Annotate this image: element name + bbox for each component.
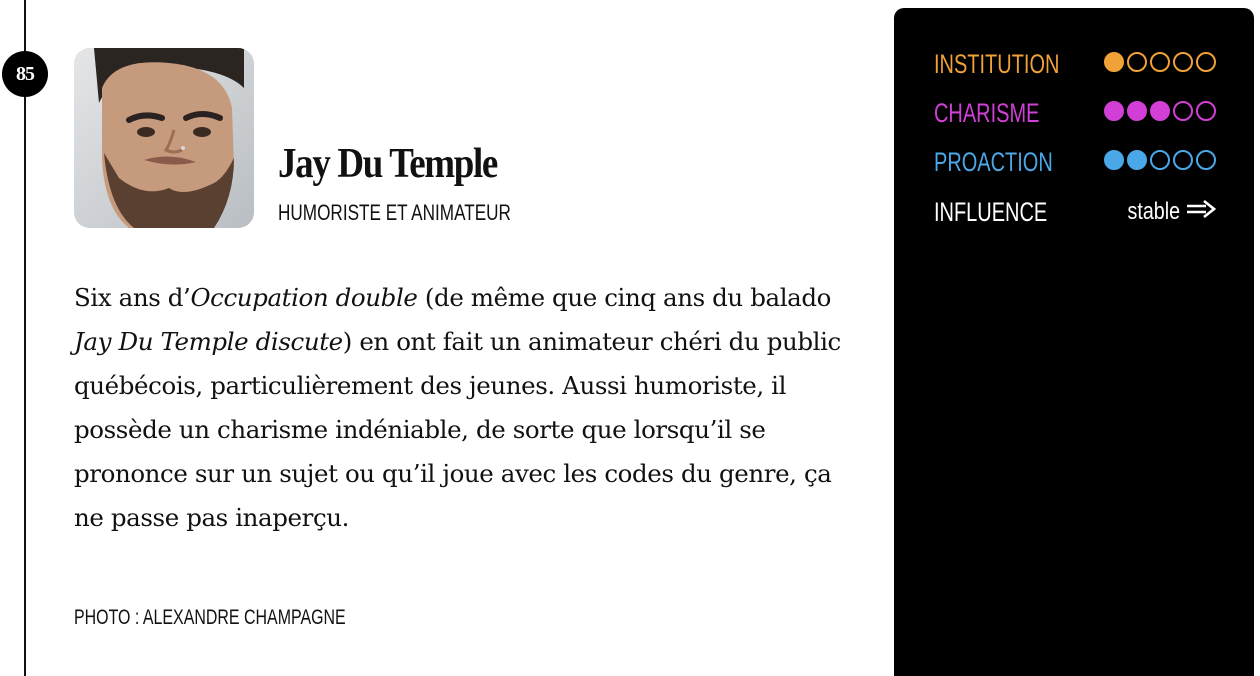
filled-dot-icon bbox=[1150, 101, 1170, 121]
bio-paragraph bbox=[74, 276, 844, 540]
filled-dot-icon bbox=[1127, 101, 1147, 121]
double-arrow-right-icon bbox=[1186, 194, 1216, 230]
filled-dot-icon bbox=[1104, 101, 1124, 121]
empty-dot-icon bbox=[1196, 52, 1216, 72]
rating-panel bbox=[894, 8, 1254, 676]
rank-badge: 85 bbox=[2, 51, 48, 97]
bio-title-italic: Occupation double bbox=[190, 283, 418, 312]
person-role: HUMORISTE ET ANIMATEUR bbox=[278, 200, 511, 225]
filled-dot-icon bbox=[1104, 52, 1124, 72]
empty-dot-icon bbox=[1150, 150, 1170, 170]
influence-value-text: stable bbox=[1127, 198, 1180, 225]
profile-photo bbox=[74, 48, 254, 228]
metric-row-institution bbox=[934, 46, 1216, 82]
empty-dot-icon bbox=[1173, 101, 1193, 121]
influence-label: INFLUENCE bbox=[934, 197, 1048, 227]
empty-dot-icon bbox=[1173, 52, 1193, 72]
metric-dots bbox=[1104, 52, 1216, 76]
metric-label: PROACTION bbox=[934, 147, 1053, 177]
metric-row-proaction bbox=[934, 144, 1216, 180]
empty-dot-icon bbox=[1127, 52, 1147, 72]
filled-dot-icon bbox=[1104, 150, 1124, 170]
bio-title-italic: Jay Du Temple discute bbox=[74, 327, 343, 356]
bio-text: (de même que cinq ans du balado bbox=[417, 283, 831, 312]
filled-dot-icon bbox=[1127, 150, 1147, 170]
empty-dot-icon bbox=[1150, 52, 1170, 72]
metric-row-influence bbox=[934, 194, 1216, 230]
timeline-line bbox=[24, 0, 26, 676]
metric-label: INSTITUTION bbox=[934, 49, 1060, 79]
bio-text: ) en ont fait un animateur chéri du public québécois, particulièrement des jeunes. Aussi humoriste, il possède un charisme indéniable, de sorte que lorsqu’il se prononce sur un sujet ou qu’il joue avec les codes du genre, ça ne passe pas inaperçu. bbox=[74, 327, 841, 532]
metric-label: CHARISME bbox=[934, 98, 1040, 128]
metric-row-charisme bbox=[934, 95, 1216, 131]
photo-credit: PHOTO : ALEXANDRE CHAMPAGNE bbox=[74, 606, 346, 629]
empty-dot-icon bbox=[1196, 150, 1216, 170]
bio-text: Six ans d’ bbox=[74, 283, 191, 312]
person-name: Jay Du Temple bbox=[278, 141, 498, 187]
metric-dots bbox=[1104, 101, 1216, 125]
metric-dots bbox=[1104, 150, 1216, 174]
empty-dot-icon bbox=[1196, 101, 1216, 121]
influence-value bbox=[1116, 194, 1216, 230]
empty-dot-icon bbox=[1173, 150, 1193, 170]
